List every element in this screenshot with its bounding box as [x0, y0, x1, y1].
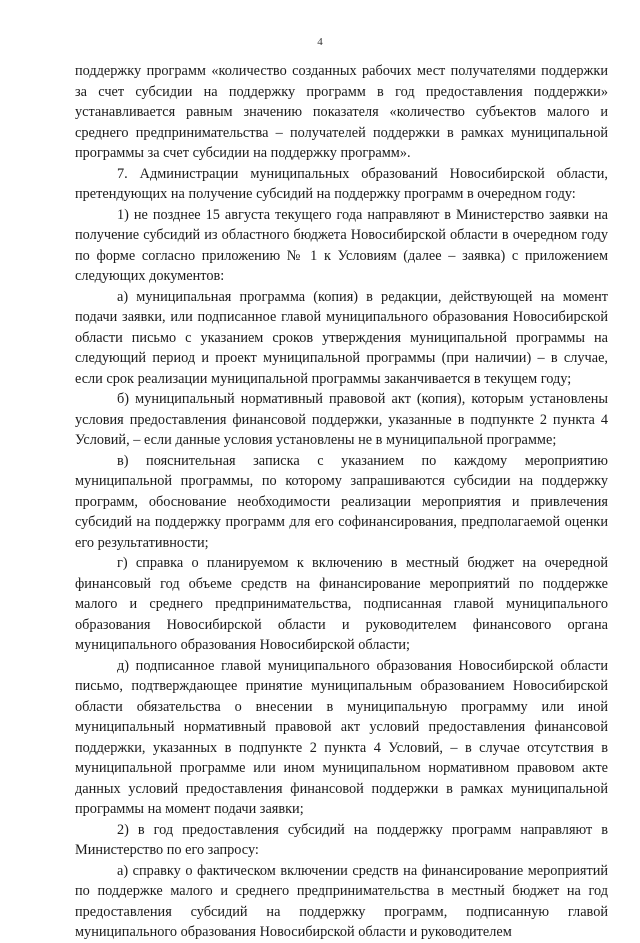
paragraph-subitem-2: 2) в год предоставления субсидий на поддержку программ направляют в Министерство по его запросу: [75, 821, 608, 858]
paragraph-subitem-1d: д) подписанное главой муниципального образования Новосибирской области письмо, подтверждающее принятие муниципальным образованием Новосибирской области обязательства о внесении в муниципальную программу или иной муниципальный нормативный правовой акт условий предоставления финансовой поддержки, указанных в подпункте 2 пункта 4 Условий, – в случае отсутствия в муниципальной программе или ином муниципальном нормативном правовом акте данных условий предоставления финансовой поддержки в рамках муниципальной программы на момент подачи заявки; [75, 657, 608, 817]
paragraph-subitem-1: 1) не позднее 15 августа текущего года направляют в Министерство заявки на получение субсидий из областного бюджета Новосибирской области в очередном году по форме согласно приложению № 1 к Условиям (далее – заявка) с приложением следующих документов: [75, 206, 608, 284]
paragraph-subitem-1g: г) справка о планируемом к включению в местный бюджет на очередной финансовый год объеме средств на финансирование мероприятий по поддержке малого и среднего предпринимательства, подписанная главой муниципального образования Новосибирской области и руководителем финансового органа муниципального образования Новосибирской области; [75, 555, 608, 653]
paragraph-subitem-1v: в) пояснительная записка с указанием по каждому мероприятию муниципальной программы, по которому запрашиваются субсидии на поддержку программ, обоснование необходимости реализации мероприятия и привлечения субсидий на поддержку программ для его софинансирования, предполагаемой оценки его результативности; [75, 452, 608, 551]
paragraph-subitem-1a: а) муниципальная программа (копия) в редакции, действующей на момент подачи заявки, или подписанное главой муниципального образования Новосибирской области письмо с указанием сроков утверждения муниципальной программы на следующий период и проект муниципальной программы (при наличии) – в случае, если срок реализации муниципальной программы заканчивается в текущем году; [75, 288, 608, 387]
paragraph-subitem-1b: б) муниципальный нормативный правовой акт (копия), которым установлены условия предоставления финансовой поддержки, указанные в подпункте 2 пункта 4 Условий, – если данные условия установлены не в муниципальной программе; [75, 391, 608, 448]
paragraph-item-7: 7. Администрации муниципальных образований Новосибирской области, претендующих на получение субсидий на поддержку программ в очередном году: [75, 165, 608, 202]
paragraph-continuation: поддержку программ «количество созданных рабочих мест получателями поддержки за счет субсидии на поддержку программ в год предоставления поддержки» устанавливается равным значению показателя «количество субъектов малого и среднего предпринимательства – получателей поддержки в рамках муниципальной программы за счет субсидии на поддержку программ». [75, 63, 608, 161]
document-body [75, 61, 608, 943]
page-number: 4 [317, 36, 323, 48]
paragraph-subitem-2a: а) справку о фактическом включении средств на финансирование мероприятий по поддержке малого и среднего предпринимательства в местный бюджет на год предоставления субсидий на поддержку программ, подписанную главой муниципального образования Новосибирской области и руководителем [75, 862, 608, 940]
